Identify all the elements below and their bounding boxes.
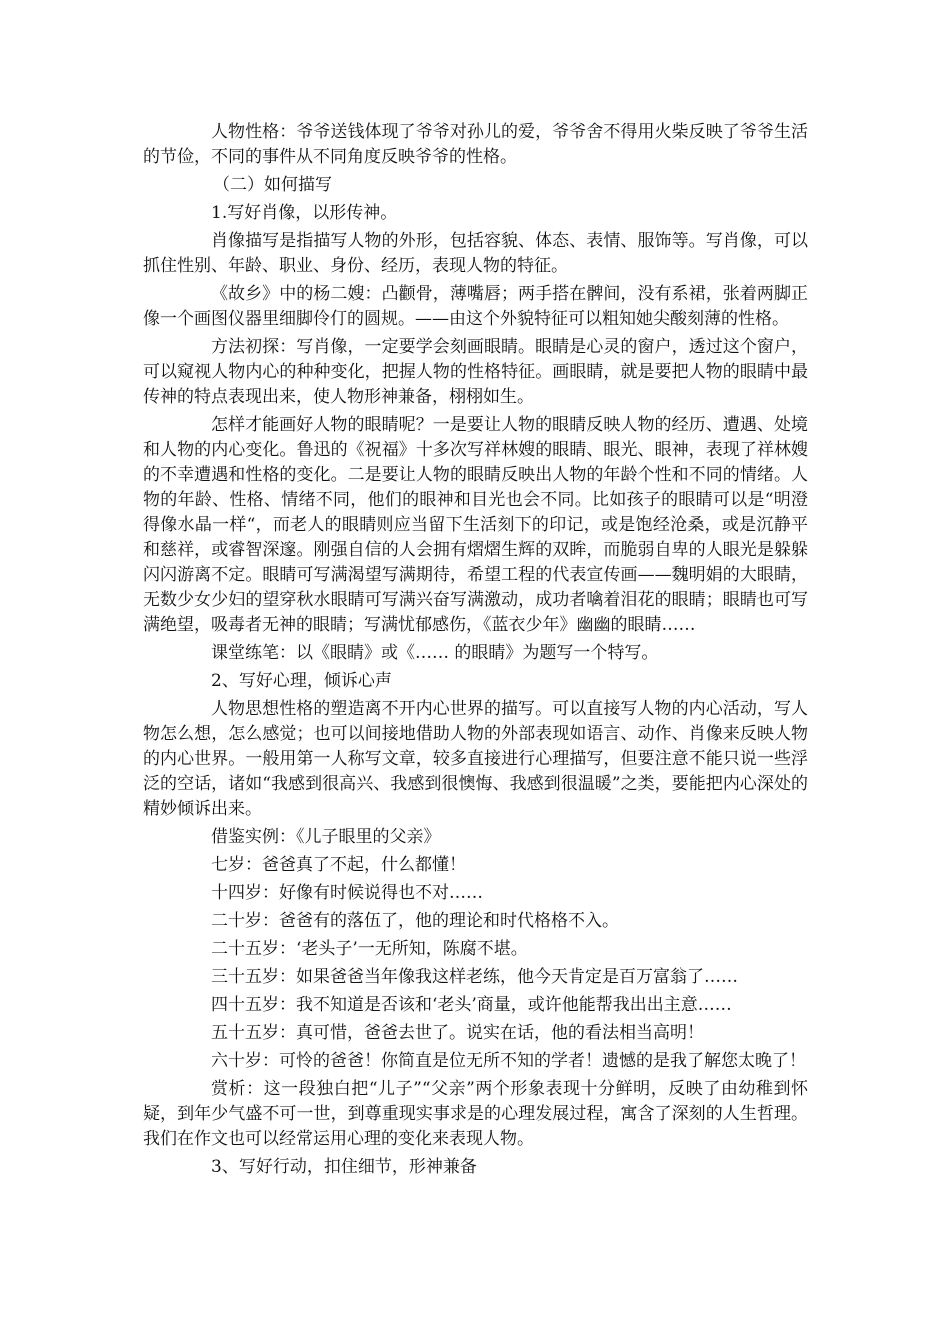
subheading-action: 3、写好行动，扣住细节，形神兼备 [211,1157,477,1177]
paragraph-age-25: 二十五岁：‘老头子’一无所知，陈腐不堪。 [211,939,528,959]
paragraph-age-35: 三十五岁：如果爸爸当年像我这样老练，他今天肯定是百万富翁了…… [211,967,738,987]
paragraph-how-to-draw-eyes: 怎样才能画好人物的眼睛呢？一是要让人物的眼睛反映人物的经历、遭遇、处境和人物的内心变化。鲁迅的《祝福》十多次写祥林嫂的眼睛、眼光、眼神，表现了祥林嫂的不幸遭遇和性格的变化。二是要让人物的眼睛反映出人物的年龄个性和不同的情绪。人物的年龄、性格、情绪不同，他们的眼神和目光也会不同。比如孩子的眼睛可以是“明澄得像水晶一样“，而老人的眼睛则应当留下生活刻下的印记，或是饱经沧桑，或是沉静平和慈祥，或睿智深邃。刚强自信的人会拥有熠熠生辉的双眸，而脆弱自卑的人眼光是躲躲闪闪游离不定。眼睛可写满渴望写满期待，希望工程的代表宣传画——魏明娟的大眼睛，无数少女少妇的望穿秋水眼睛可写满兴奋写满激动，成功者噙着泪花的眼睛；眼睛也可写满绝望，吸毒者无神的眼睛；写满忧郁感伤，《蓝衣少年》幽幽的眼睛…… [143,415,808,635]
paragraph-character-trait: 人物性格：爷爷送钱体现了爷爷对孙儿的爱，爷爷舍不得用火柴反映了爷爷生活的节俭，不同的事件从不同角度反映爷爷的性格。 [143,122,808,167]
paragraph-age-7: 七岁：爸爸真了不起，什么都懂！ [211,855,466,875]
paragraph-age-60: 六十岁：可怜的爸爸！你简直是位无所不知的学者！遗憾的是我了解您太晚了！ [211,1051,806,1071]
section-heading-how-to-describe: （二）如何描写 [213,175,332,195]
paragraph-age-20: 二十岁：爸爸有的落伍了，他的理论和时代格格不入。 [211,911,619,931]
paragraph-portrait-definition: 肖像描写是指描写人物的外形，包括容貌、体态、表情、服饰等。写肖像，可以抓住性别、年龄、职业、身份、经历，表现人物的特征。 [143,231,808,276]
paragraph-psychology-description: 人物思想性格的塑造离不开内心世界的描写。可以直接写人物的内心活动，写人物怎么想，怎么感觉；也可以间接地借助人物的外部表现如语言、动作、肖像来反映人物的内心世界。一般用第一人称写文章，较多直接进行心理描写，但要注意不能只说一些浮泛的空话，诸如“我感到很高兴、我感到很懊悔、我感到很温暖”之类，要能把内心深处的精妙倾诉出来。 [143,699,808,819]
paragraph-appreciation: 赏析：这一段独白把“儿子”“父亲”两个形象表现十分鲜明，反映了由幼稚到怀疑，到年少气盛不可一世，到尊重现实事求是的心理发展过程，寓含了深刻的人生哲理。我们在作文也可以经常运用心理的变化来表现人物。 [143,1079,808,1149]
paragraph-age-45: 四十五岁：我不知道是否该和‘老头’商量，或许他能帮我出出主意…… [211,995,732,1015]
subheading-portrait: 1.写好肖像，以形传神。 [211,203,398,223]
paragraph-class-exercise: 课堂练笔：以《眼睛》或《…… 的眼睛》为题写一个特写。 [211,643,659,663]
document-page [143,120,808,1183]
paragraph-method-eyes: 方法初探：写肖像，一定要学会刻画眼睛。眼睛是心灵的窗户，透过这个窗户，可以窥视人物内心的种种变化，把握人物的性格特征。画眼睛，就是要把人物的眼睛中最传神的特点表现出来，使人物形神兼备，栩栩如生。 [143,337,808,407]
paragraph-age-55: 五十五岁：真可惜，爸爸去世了。说实在话，他的看法相当高明！ [211,1023,704,1043]
subheading-psychology: 2、写好心理，倾诉心声 [211,671,392,691]
paragraph-age-14: 十四岁：好像有时候说得也不对…… [211,883,483,903]
paragraph-example-title: 借鉴实例：《儿子眼里的父亲》 [211,827,441,847]
paragraph-guxiang-example: 《故乡》中的杨二嫂：凸颧骨，薄嘴唇；两手搭在髀间，没有系裙，张着两脚正像一个画图仪器里细脚伶仃的圆规。——由这个外貌特征可以粗知她尖酸刻薄的性格。 [143,284,808,329]
